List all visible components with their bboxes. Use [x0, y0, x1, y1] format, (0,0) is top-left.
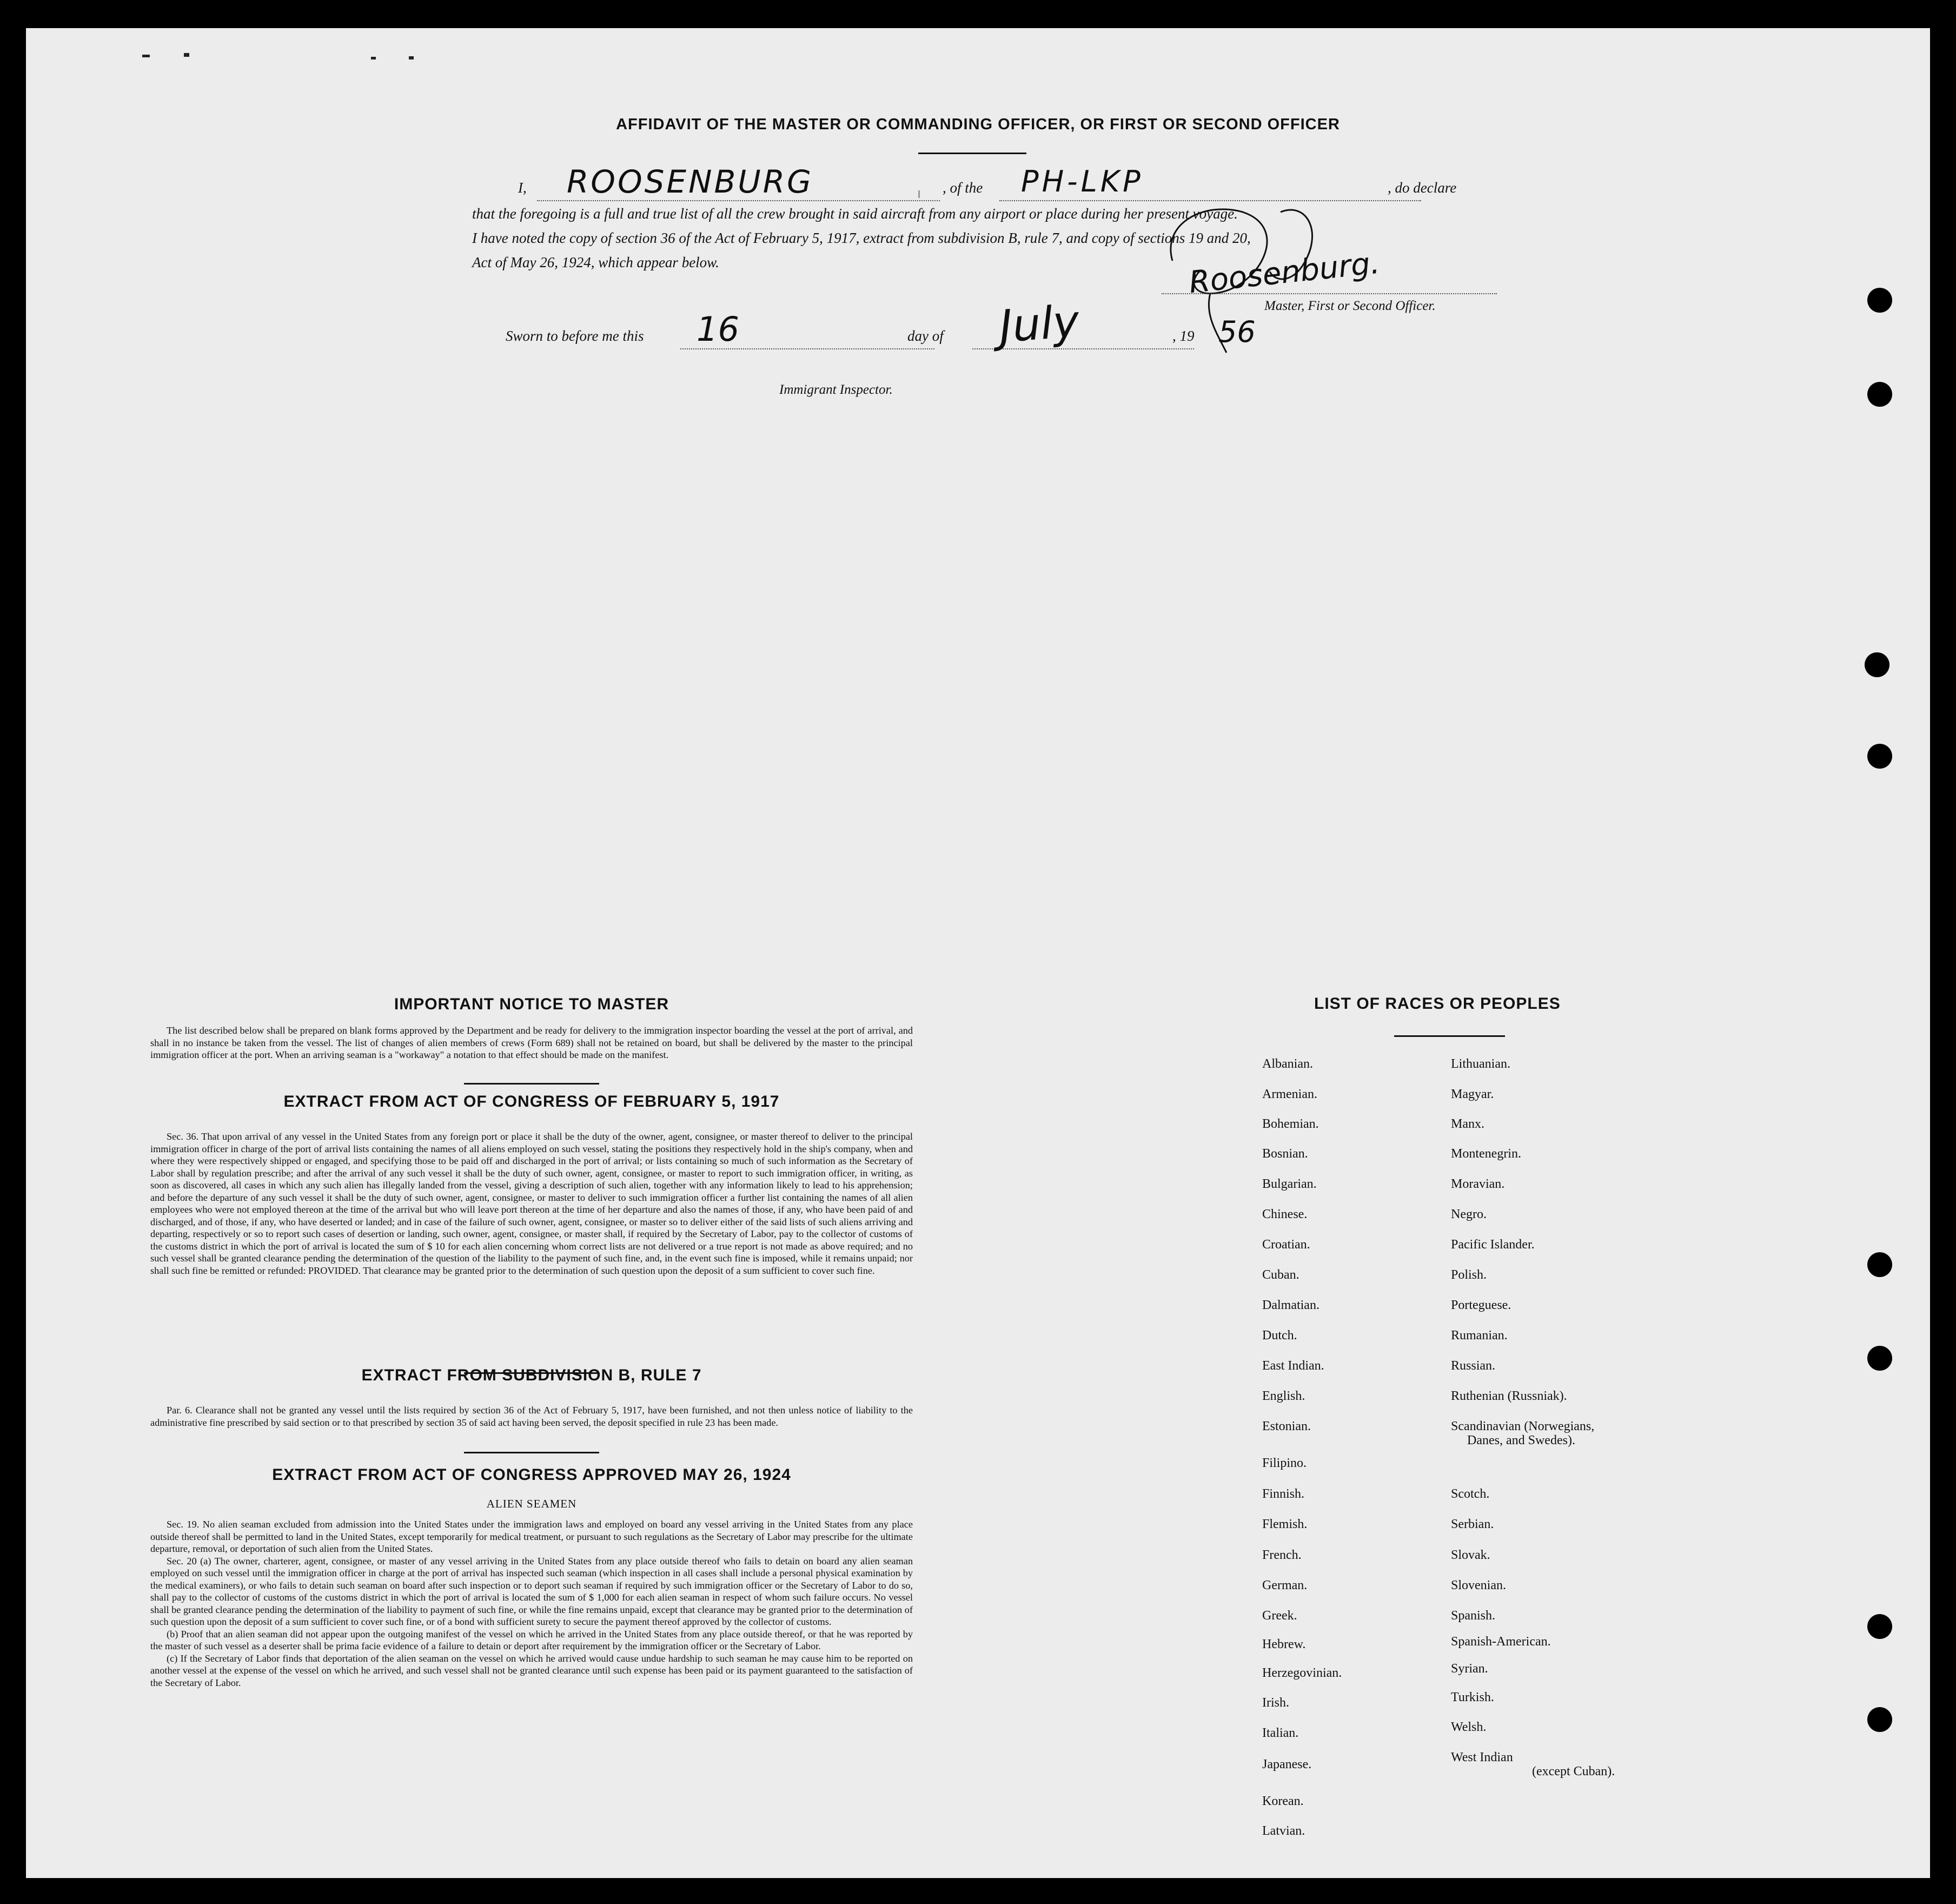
race-item: Filipino.: [1262, 1456, 1307, 1470]
race-item: Bosnian.: [1262, 1147, 1308, 1161]
race-item: Ruthenian (Russniak).: [1451, 1389, 1567, 1403]
race-item: Armenian.: [1262, 1087, 1317, 1101]
race-item: (except Cuban).: [1532, 1764, 1615, 1779]
race-item: Syrian.: [1451, 1662, 1488, 1676]
race-item: German.: [1262, 1578, 1308, 1592]
do-declare-label: , do declare: [1388, 180, 1457, 196]
race-item: Spanish-American.: [1451, 1635, 1551, 1649]
extract-rule7-body: Par. 6. Clearance shall not be granted any vessel until the lists required by section 36 of the Act of February 5, 1917, have been furnished, and not then unless notice of liability to the administrative fine prescribed by said section or to that prescribed by section 35 of said act having been served, the deposit specified in rule 23 has been made.: [150, 1405, 913, 1428]
race-item: Porteguese.: [1451, 1298, 1511, 1312]
speck: [409, 56, 414, 60]
sec-20a-paragraph: Sec. 20 (a) The owner, charterer, agent, consignee, or master of any vessel arriving in the United States from any place outside thereof who fails to detain on board any alien seaman employed on such vessel until the immigration officer in charge at the port of arrival has inspected such seaman (which inspection in all cases shall include a personal physical examination by the medical examiners), or who fails to detain such seaman on board after such inspection or to deport such seaman if required by such immigration officer or the Secretary of Labor to do so, shall pay to the collector of customs of the customs district in which the port of arrival is located the sum of $ 1,000 for each alien seaman in respect of whom such failure occurs. No vessel shall be granted clearance pending the determination of the liability to payment of such fine, or while the fine remains unpaid, except that clearance may be granted prior to the determination of such question upon the deposit of a sum sufficient to cover such fine, or of a bond with sufficient surety to secure the payment thereof approved by the collector of customs.: [150, 1555, 913, 1627]
race-item: Montenegrin.: [1451, 1147, 1521, 1161]
race-item: Slovak.: [1451, 1548, 1490, 1562]
punch-hole: [1867, 1614, 1892, 1639]
extract-rule7-title: EXTRACT FROM SUBDIVISION B, RULE 7: [361, 1366, 702, 1384]
race-item: Flemish.: [1262, 1517, 1308, 1531]
extract-1917-body: Sec. 36. That upon arrival of any vessel in the United States from any foreign port or place it shall be the duty of the owner, agent, consignee, or master thereof to deliver to the principal immigration officer in charge of the port of arrival lists containing the names of all aliens employed on such vessel, stating the positions they respectively hold in the ship's company, when and where they were respectively shipped or engaged, and specifying those to be paid off and discharged in the port of arrival; or lists containing so much of such information as the Secretary of Labor shall by regulation prescribe; and after the arrival of any such vessel it shall be the duty of such owner, agent, consignee, or master to report to such immigration officer, in writing, as soon as discovered, all cases in which any such alien has illegally landed from the vessel, giving a description of such alien, together with any information likely to lead to his apprehension; and before the departure of any such vessel it shall be the duty of such owner, agent, consignee, or master to deliver to such immigration officer a further list containing the names of all alien employees who were not employed thereon at the time of the arrival but who will leave port thereon at the time of her departure and also the names of those, if any, who have been paid of and discharged, and of those, if any, who have deserted or landed; and in case of the failure of such owner, agent, consignee, or master so to deliver either of the said lists of such aliens arriving and departing, respectively or so to report such cases of desertion or landing, such owner, agent, consignee, or master shall, if required by the Secretary of Labor, pay to the collector of customs of the customs district in which the port of arrival is located the sum of $ 10 for each alien concerning whom correct lists are not delivered or a true report is not made as above required; and no such vessel shall be granted clearance pending the determination of the question of the liability to the payment of such fine, and, in the event such fine is imposed, while it remains unpaid; nor shall such fine be remitted or refunded: PROVIDED. That clearance may be granted prior to the determination of such question upon the deposit of a sum sufficient to cover such fine.: [150, 1131, 913, 1276]
punch-hole: [1867, 1707, 1892, 1732]
punch-hole: [1867, 744, 1892, 769]
race-item: Spanish.: [1451, 1609, 1496, 1623]
race-item: Rumanian.: [1451, 1328, 1508, 1343]
signature-caption: Master, First or Second Officer.: [1264, 299, 1436, 313]
extract-1924-body: [150, 1518, 913, 1689]
document-page: [26, 28, 1930, 1878]
race-item: Bohemian.: [1262, 1117, 1319, 1131]
race-item: Albanian.: [1262, 1057, 1313, 1071]
race-item: Bulgarian.: [1262, 1177, 1317, 1191]
punch-hole: [1865, 652, 1889, 677]
race-item: Welsh.: [1451, 1720, 1487, 1734]
punch-hole: [1867, 382, 1892, 407]
race-item: Lithuanian.: [1451, 1057, 1510, 1071]
race-item: Magyar.: [1451, 1087, 1494, 1101]
race-item: Croatian.: [1262, 1238, 1310, 1252]
affidavit-title: AFFIDAVIT OF THE MASTER OR COMMANDING OFFICER, OR FIRST OR SECOND OFFICER: [616, 116, 1340, 133]
race-item: Estonian.: [1262, 1419, 1311, 1433]
race-item: Slovenian.: [1451, 1578, 1506, 1592]
speck: [371, 57, 376, 60]
affidavit-line-2: that the foregoing is a full and true list of all the crew brought in said aircraft from any airport or place during her present voyage.: [472, 206, 1238, 222]
race-item: English.: [1262, 1389, 1305, 1403]
races-divider: [1394, 1035, 1505, 1037]
signature: Roosenburg.: [1187, 245, 1382, 301]
name-line: [537, 200, 940, 201]
signature-line: [1162, 293, 1497, 294]
notice-title: IMPORTANT NOTICE TO MASTER: [394, 995, 669, 1013]
extract-1917-title: EXTRACT FROM ACT OF CONGRESS OF FEBRUARY 5, 1917: [283, 1093, 780, 1110]
race-item: Latvian.: [1262, 1824, 1305, 1838]
alien-seamen-subtitle: ALIEN SEAMEN: [486, 1497, 577, 1510]
races-title: LIST OF RACES OR PEOPLES: [1314, 995, 1561, 1013]
sec-20b-paragraph: (b) Proof that an alien seaman did not appear upon the outgoing manifest of the vessel on which he arrived in the United States from any place outside thereof, or that he was reported by the master of such vessel as a deserter shall be prima facie evidence of a failure to detain or deport after requirement by the immigration officer or the Secretary of Labor.: [150, 1628, 913, 1651]
punch-hole: [1867, 1346, 1892, 1371]
speck: [184, 53, 189, 57]
sworn-label: Sworn to before me this: [506, 328, 644, 344]
race-item: Finnish.: [1262, 1487, 1305, 1501]
extract-1924-title: EXTRACT FROM ACT OF CONGRESS APPROVED MAY 26, 1924: [272, 1466, 791, 1484]
affidavit-line-4: Act of May 26, 1924, which appear below.: [472, 254, 719, 270]
year-prefix: , 19: [1172, 328, 1195, 344]
race-item: Negro.: [1451, 1207, 1487, 1221]
affidavit-line-3: I have noted the copy of section 36 of the Act of February 5, 1917, extract from subdivision B, rule 7, and copy of sections 19 and 20,: [472, 230, 1251, 246]
race-item: Serbian.: [1451, 1517, 1494, 1531]
race-item: Irish.: [1262, 1696, 1289, 1710]
race-item: Danes, and Swedes).: [1467, 1433, 1575, 1447]
race-item: Manx.: [1451, 1117, 1484, 1131]
race-item: Hebrew.: [1262, 1637, 1306, 1651]
punch-hole: [1867, 1252, 1892, 1277]
sworn-day: 16: [697, 309, 739, 349]
race-item: Pacific Islander.: [1451, 1238, 1535, 1252]
race-item: Polish.: [1451, 1268, 1487, 1282]
race-item: Turkish.: [1451, 1690, 1494, 1704]
race-item: Greek.: [1262, 1609, 1297, 1623]
race-item: East Indian.: [1262, 1359, 1324, 1373]
inspector-caption: Immigrant Inspector.: [779, 382, 893, 397]
divider: [464, 1083, 599, 1085]
race-item: Herzegovinian.: [1262, 1666, 1342, 1680]
day-of-label: day of: [907, 328, 944, 344]
race-item: Scandinavian (Norwegians,: [1451, 1419, 1595, 1433]
race-item: Dutch.: [1262, 1328, 1297, 1343]
divider: [464, 1452, 599, 1453]
master-name: ROOSENBURG: [567, 163, 813, 200]
speck: [918, 190, 920, 198]
sworn-month: July: [997, 295, 1081, 353]
sec-20c-paragraph: (c) If the Secretary of Labor finds that deportation of the alien seaman on the vessel on which he arrived would cause undue hardship to such seaman he may cause him to be reported on another vessel at the expense of the vessel on which he arrived, and such vessel shall not be granted clearance until such expense has been paid or its payment guaranteed to the satisfaction of the Secretary of Labor.: [150, 1652, 913, 1688]
of-the-label: , of the: [943, 180, 983, 196]
race-item: Scotch.: [1451, 1487, 1490, 1501]
race-item: Italian.: [1262, 1726, 1299, 1740]
notice-body: The list described below shall be prepared on blank forms approved by the Department and be ready for delivery to the immigration inspector boarding the vessel at the port of arrival, and shall in no instance be taken from the vessel. The list of changes of alien members of crews (Form 689) shall not be retained on board, but shall be delivered by the master to the principal immigration officer at the port. When an arriving seaman is a "workaway" a notation to that effect should be made on the manifest.: [150, 1025, 913, 1060]
race-item: West Indian: [1451, 1750, 1513, 1764]
race-item: Dalmatian.: [1262, 1298, 1320, 1312]
sworn-year: 56: [1218, 315, 1256, 349]
title-divider: [918, 153, 1026, 154]
i-label: I,: [518, 180, 527, 196]
race-item: Korean.: [1262, 1794, 1304, 1808]
race-item: Cuban.: [1262, 1268, 1299, 1282]
race-item: Russian.: [1451, 1359, 1496, 1373]
race-item: Moravian.: [1451, 1177, 1505, 1191]
race-item: Japanese.: [1262, 1757, 1312, 1771]
aircraft-id: PH-LKP: [1021, 164, 1144, 199]
speck: [142, 55, 150, 57]
race-item: Chinese.: [1262, 1207, 1308, 1221]
punch-hole: [1867, 288, 1892, 313]
race-item: French.: [1262, 1548, 1302, 1562]
sec-19-paragraph: Sec. 19. No alien seaman excluded from admission into the United States under the immigration laws and employed on board any vessel arriving in the United States from any place outside thereof shall be permitted to land in the United States, except temporarily for medical treatment, or pursuant to such regulations as the Secretary of Labor may prescribe for the ultimate departure, removal, or deportation of such alien from the United States.: [150, 1519, 913, 1554]
